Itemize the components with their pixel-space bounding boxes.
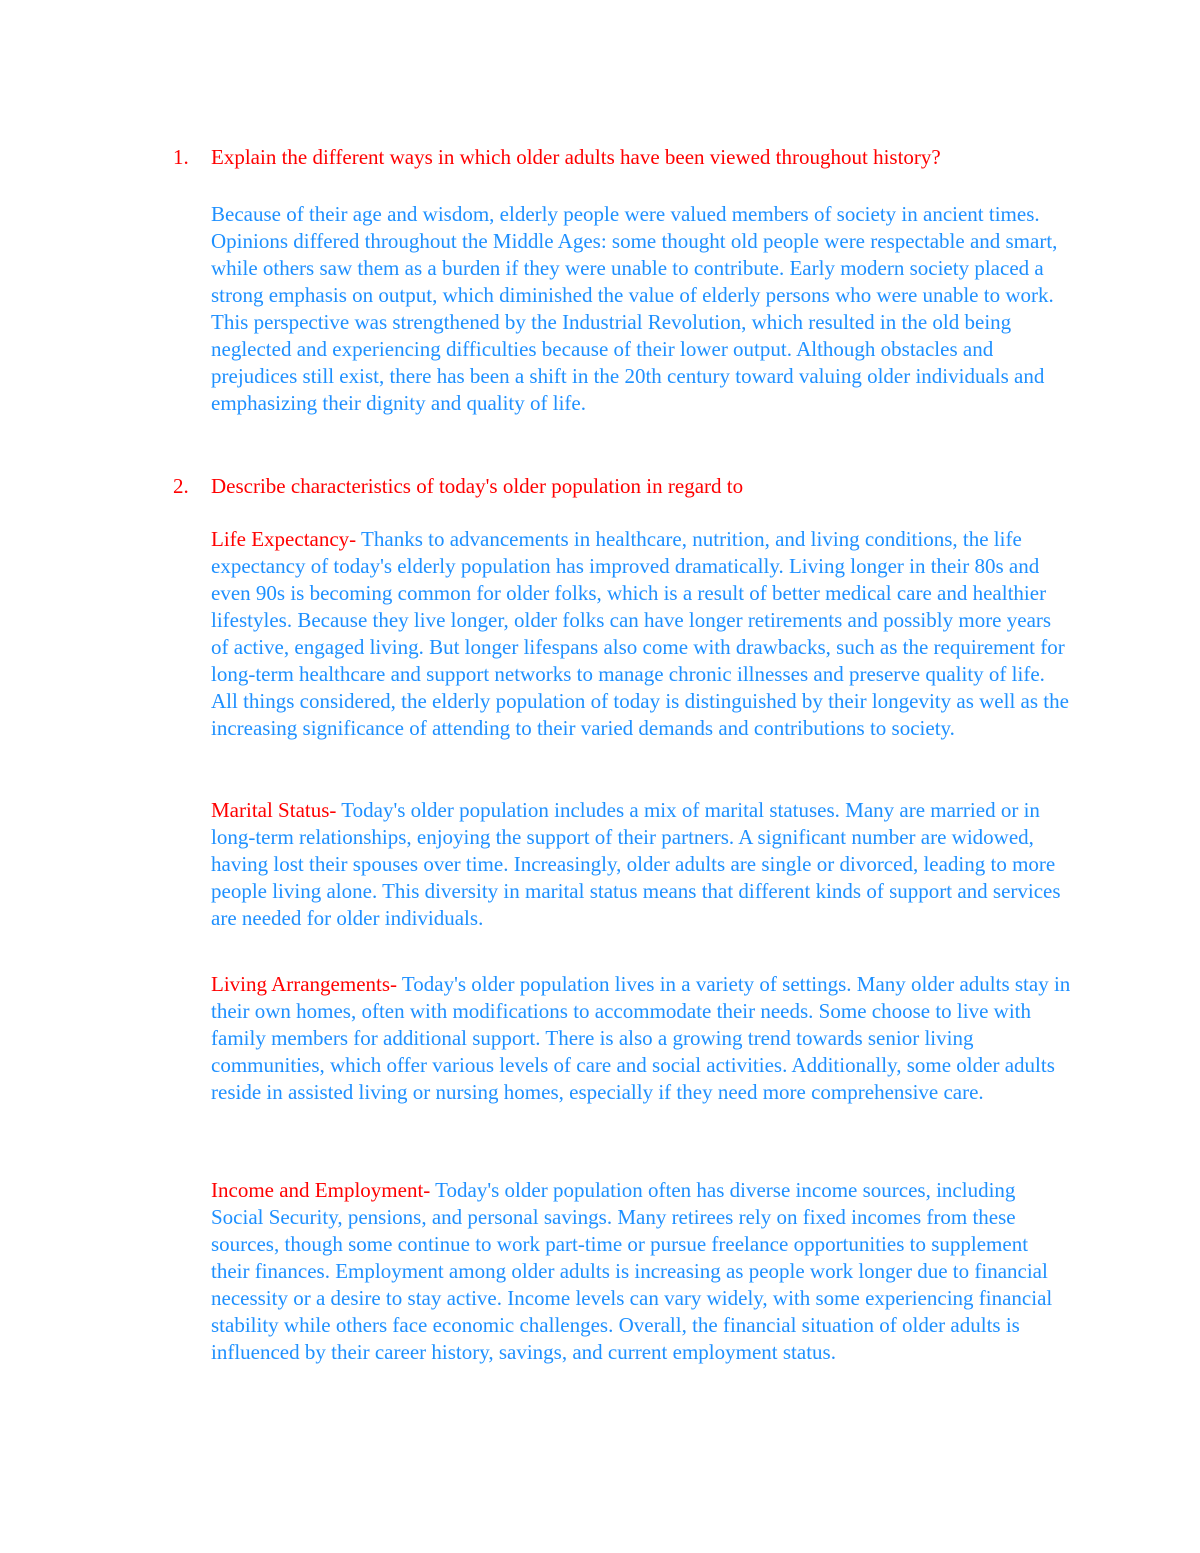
section-label: Marital Status- — [211, 798, 337, 822]
section-body: Today's older population often has diverse income sources, including Social Security, pensions, and personal savings. Many retirees rely on fixed incomes from these sources, though some continue to work part-time or pursue freelance opportunities to supplement their finances. Employment among older adults is increasing as people work longer due to financial necessity or a desire to stay active. Income levels can vary widely, with some experiencing financial stability while others face economic challenges. Overall, the financial situation of older adults is influenced by their career history, savings, and current employment status. — [211, 1178, 1053, 1364]
question-1-answer: Because of their age and wisdom, elderly people were valued members of society in ancient times. Opinions differed throughout the Middle Ages: some thought old people were respectable and smart, while others saw them as a burden if they were unable to contribute. Early modern society placed a strong emphasis on output, which diminished the value of elderly persons who were unable to work. This perspective was strengthened by the Industrial Revolution, which resulted in the old being neglected and experiencing difficulties because of their lower output. Although obstacles and prejudices still exist, there has been a shift in the 20th century toward valuing older individuals and emphasizing their dignity and quality of life. — [211, 202, 1058, 415]
section-marital-status — [211, 797, 1071, 932]
question-1-number: 1. — [173, 145, 189, 169]
section-income-employment — [211, 1177, 1071, 1366]
section-body: Thanks to advancements in healthcare, nutrition, and living conditions, the life expectancy of today's elderly population has improved dramatically. Living longer in their 80s and even 90s is becoming common for older folks, which is a result of better medical care and healthier lifestyles. Because they live longer, older folks can have longer retirements and possibly more years of active, engaged living. But longer lifespans also come with drawbacks, such as the requirement for long-term healthcare and support networks to manage chronic illnesses and preserve quality of life. All things considered, the elderly population of today is distinguished by their longevity as well as the increasing significance of attending to their varied demands and contributions to society. — [211, 527, 1069, 740]
question-2-text: Describe characteristics of today's older population in regard to — [211, 474, 744, 498]
section-living-arrangements — [211, 971, 1071, 1106]
section-label: Income and Employment- — [211, 1178, 431, 1202]
section-label: Life Expectancy- — [211, 527, 357, 551]
question-1-text: Explain the different ways in which older adults have been viewed throughout history? — [211, 145, 941, 169]
section-label: Living Arrangements- — [211, 972, 398, 996]
section-life-expectancy — [211, 526, 1071, 742]
section-body: Today's older population includes a mix of marital statuses. Many are married or in long-term relationships, enjoying the support of their partners. A significant number are widowed, having lost their spouses over time. Increasingly, older adults are single or divorced, leading to more people living alone. This diversity in marital status means that different kinds of support and services are needed for older individuals. — [211, 798, 1061, 930]
question-2-number: 2. — [173, 474, 189, 498]
section-body: Today's older population lives in a variety of settings. Many older adults stay in their own homes, often with modifications to accommodate their needs. Some choose to live with family members for additional support. There is also a growing trend towards senior living communities, which offer various levels of care and social activities. Additionally, some older adults reside in assisted living or nursing homes, especially if they need more comprehensive care. — [211, 972, 1071, 1104]
